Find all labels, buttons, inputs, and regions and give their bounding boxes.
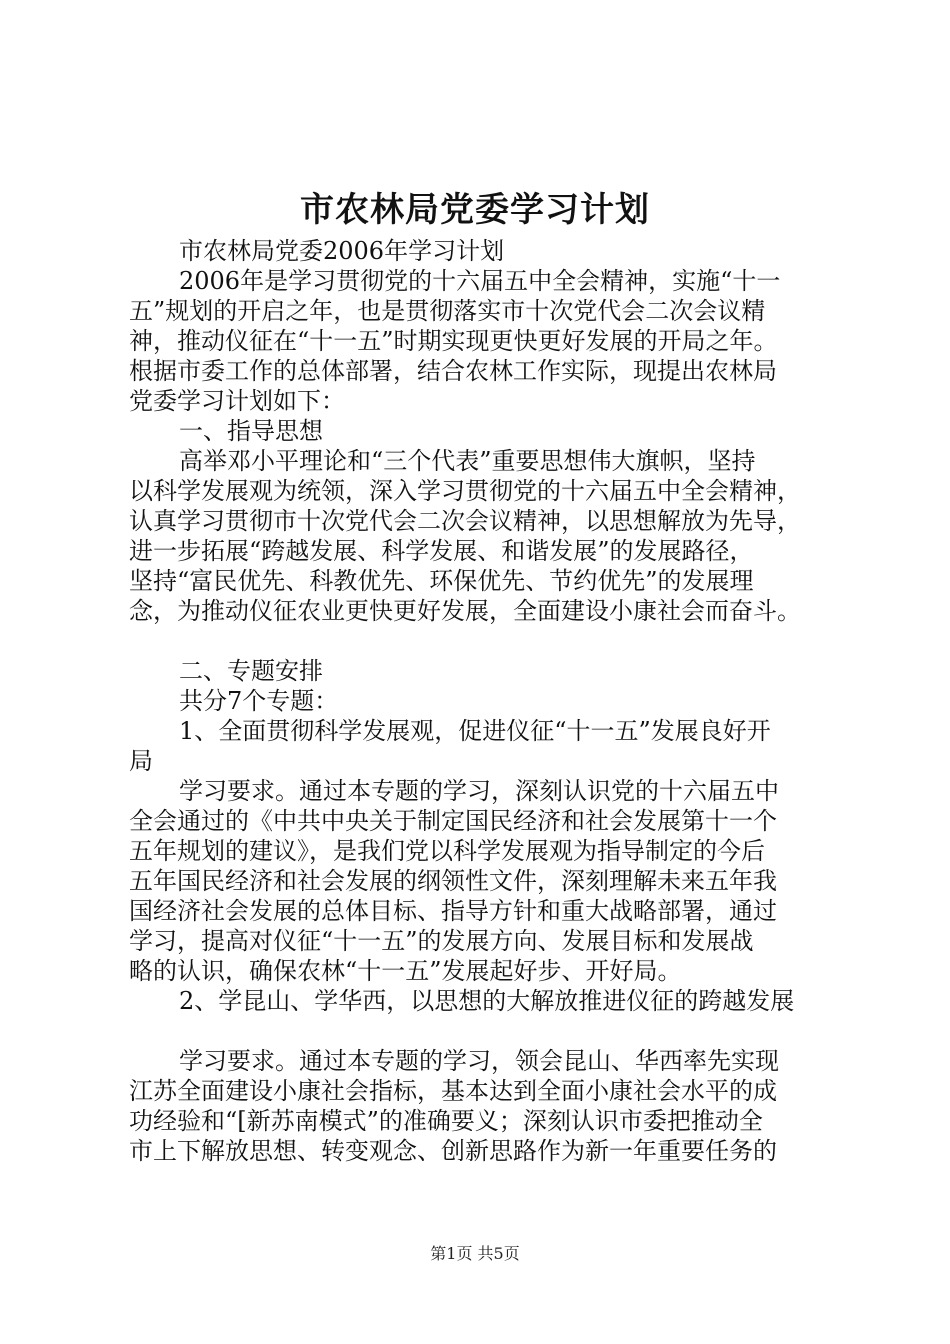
text-line: 2006年是学习贯彻党的十六届五中全会精神，实施“十一 xyxy=(179,267,781,295)
text-line: 学习，提高对仪征“十一五”的发展方向、发展目标和发展战 xyxy=(129,927,754,955)
text-line: 进一步拓展“跨越发展、科学发展、和谐发展”的发展路径， xyxy=(129,537,754,565)
text-line: 局 xyxy=(129,747,153,775)
page-footer: 第1页 共5页 xyxy=(430,1244,520,1263)
text-line: 二、专题安排 xyxy=(179,657,323,685)
text-line: 全会通过的《中共中央关于制定国民经济和社会发展第十一个 xyxy=(129,807,777,835)
text-line: 党委学习计划如下： xyxy=(129,387,345,415)
text-line: 高举邓小平理论和“三个代表”重要思想伟大旗帜，坚持 xyxy=(179,447,756,475)
text-line: 坚持“富民优先、科教优先、环保优先、节约优先”的发展理 xyxy=(129,567,754,595)
text-line: 共分7个专题： xyxy=(179,687,339,715)
text-line: 神，推动仪征在“十一五”时期实现更快更好发展的开局之年。 xyxy=(129,327,778,355)
text-line: 学习要求。通过本专题的学习，领会昆山、华西率先实现 xyxy=(179,1047,779,1075)
text-line: 认真学习贯彻市十次党代会二次会议精神，以思想解放为先导， xyxy=(129,507,801,535)
text-line: 以科学发展观为统领，深入学习贯彻党的十六届五中全会精神， xyxy=(129,477,801,505)
text-line: 市上下解放思想、转变观念、创新思路作为新一年重要任务的 xyxy=(129,1137,777,1165)
text-line: 念，为推动仪征农业更快更好发展，全面建设小康社会而奋斗。 xyxy=(129,597,801,625)
text-line: 五年规划的建议》，是我们党以科学发展观为指导制定的今后 xyxy=(129,837,765,865)
text-line: 一、指导思想 xyxy=(179,417,323,445)
text-line: 市农林局党委2006年学习计划 xyxy=(179,237,505,265)
text-line: 1、全面贯彻科学发展观，促进仪征“十一五”发展良好开 xyxy=(179,717,771,745)
document-title: 市农林局党委学习计划 xyxy=(300,190,650,230)
text-line: 国经济社会发展的总体目标、指导方针和重大战略部署，通过 xyxy=(129,897,777,925)
text-line: 江苏全面建设小康社会指标，基本达到全面小康社会水平的成 xyxy=(129,1077,777,1105)
text-line: 略的认识，确保农林“十一五”发展起好步、开好局。 xyxy=(129,957,682,985)
text-line: 五”规划的开启之年，也是贯彻落实市十次党代会二次会议精 xyxy=(129,297,766,325)
text-line: 五年国民经济和社会发展的纲领性文件，深刻理解未来五年我 xyxy=(129,867,777,895)
text-line: 2、学昆山、学华西，以思想的大解放推进仪征的跨越发展 xyxy=(179,987,795,1015)
text-line: 根据市委工作的总体部署，结合农林工作实际，现提出农林局 xyxy=(129,357,777,385)
document-body xyxy=(129,236,849,1166)
text-line: 学习要求。通过本专题的学习，深刻认识党的十六届五中 xyxy=(179,777,779,805)
blank-line xyxy=(129,626,849,656)
text-line: 功经验和“[新苏南模式”的准确要义；深刻认识市委把推动全 xyxy=(129,1107,763,1135)
blank-line xyxy=(129,1016,849,1046)
